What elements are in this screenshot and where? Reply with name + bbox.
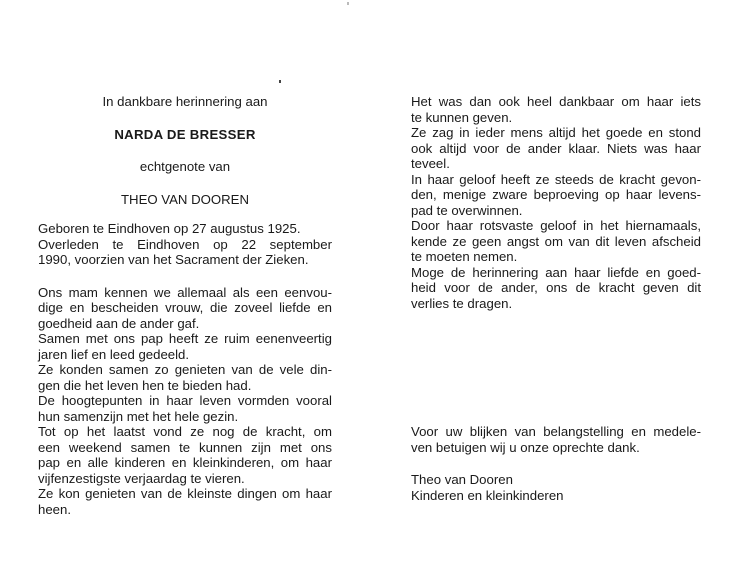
spouse-label: echtgenote van	[139, 159, 231, 174]
story-line: Ze kon genieten van de kleinste dingen om haar	[38, 486, 332, 501]
story-line: heen.	[38, 501, 72, 517]
print-speck	[347, 2, 349, 5]
story-line: De hoogtepunten in haar leven vormden vooral	[38, 393, 332, 408]
tribute-line: kende ze geen angst om van dit leven afscheid	[411, 233, 701, 249]
story-line: dige en bescheiden vrouw, die zoveel liefde en	[38, 300, 332, 315]
bio-line: Overleden te Eindhoven op 22 september	[38, 236, 332, 252]
tribute-line: Het was dan ook heel dankbaar om haar iets	[411, 94, 701, 109]
thanks-line: Voor uw blijken van belangstelling en medele-	[411, 424, 701, 439]
tribute-line: Moge de herinnering aan haar liefde en goed-	[411, 264, 701, 280]
deceased-name: NARDA DE BRESSER	[114, 126, 256, 142]
signature-line: Theo van Dooren	[411, 472, 513, 487]
story-line: pap en alle kinderen en kleinkinderen, om haar	[38, 455, 332, 470]
story-line: vijfenzestigste verjaardag te vieren.	[38, 470, 245, 486]
tribute-line: ook altijd voor de ander klaar. Niets was haar	[411, 140, 701, 156]
thanks-text	[411, 424, 701, 455]
tribute-line: den, menige zware beproeving op haar levens-	[411, 187, 701, 202]
story-line: Ons mam kennen we allemaal als een eenvou-	[38, 284, 332, 300]
tribute-line: teveel.	[411, 156, 450, 171]
dedication-intro: In dankbare herinnering aan	[102, 94, 268, 109]
tribute-text	[411, 94, 701, 311]
right-panel	[411, 94, 701, 503]
tribute-line: pad te overwinnen.	[411, 202, 523, 218]
bio-line: 1990, voorzien van het Sacrament der Zieken.	[38, 252, 309, 267]
story-line: Ze konden samen zo genieten van de vele din-	[38, 362, 332, 377]
bio-line: Geboren te Eindhoven op 27 augustus 1925.	[38, 221, 301, 236]
story-line: Tot op het laatst vond ze nog de kracht, om	[38, 424, 332, 439]
thanks-line: ven betuigen wij u onze oprechte dank.	[411, 439, 640, 455]
tribute-line: te kunnen geven.	[411, 109, 513, 125]
signature-line: Kinderen en kleinkinderen	[411, 487, 564, 503]
story-line: hun samenzijn met het hele gezin.	[38, 408, 239, 424]
story-line: gen die het leven hen te bieden had.	[38, 377, 252, 393]
tribute-line: te moeten nemen.	[411, 249, 518, 264]
story-line: een weekend samen te kunnen zijn met ons	[38, 439, 332, 455]
story-line: Samen met ons pap heeft ze ruim eenenveertig	[38, 331, 332, 346]
tribute-line: heid voor de ander, ons de kracht geven dit	[411, 280, 701, 295]
signature	[411, 472, 701, 503]
tribute-line: In haar geloof heeft ze steeds de kracht gevon-	[411, 171, 701, 187]
story-line: goedheid aan de ander gaf.	[38, 315, 200, 331]
left-panel	[38, 94, 332, 517]
print-speck	[279, 80, 281, 83]
tribute-line: Door haar rotsvaste geloof in het hiernamaals,	[411, 218, 701, 233]
story-text	[38, 285, 332, 518]
story-line: jaren lief en leed gedeeld.	[38, 346, 190, 362]
biography	[38, 221, 332, 268]
tribute-line: Ze zag in ieder mens altijd het goede en stond	[411, 125, 701, 140]
tribute-line: verlies te dragen.	[411, 295, 513, 311]
spouse-name: THEO VAN DOOREN	[121, 191, 249, 207]
